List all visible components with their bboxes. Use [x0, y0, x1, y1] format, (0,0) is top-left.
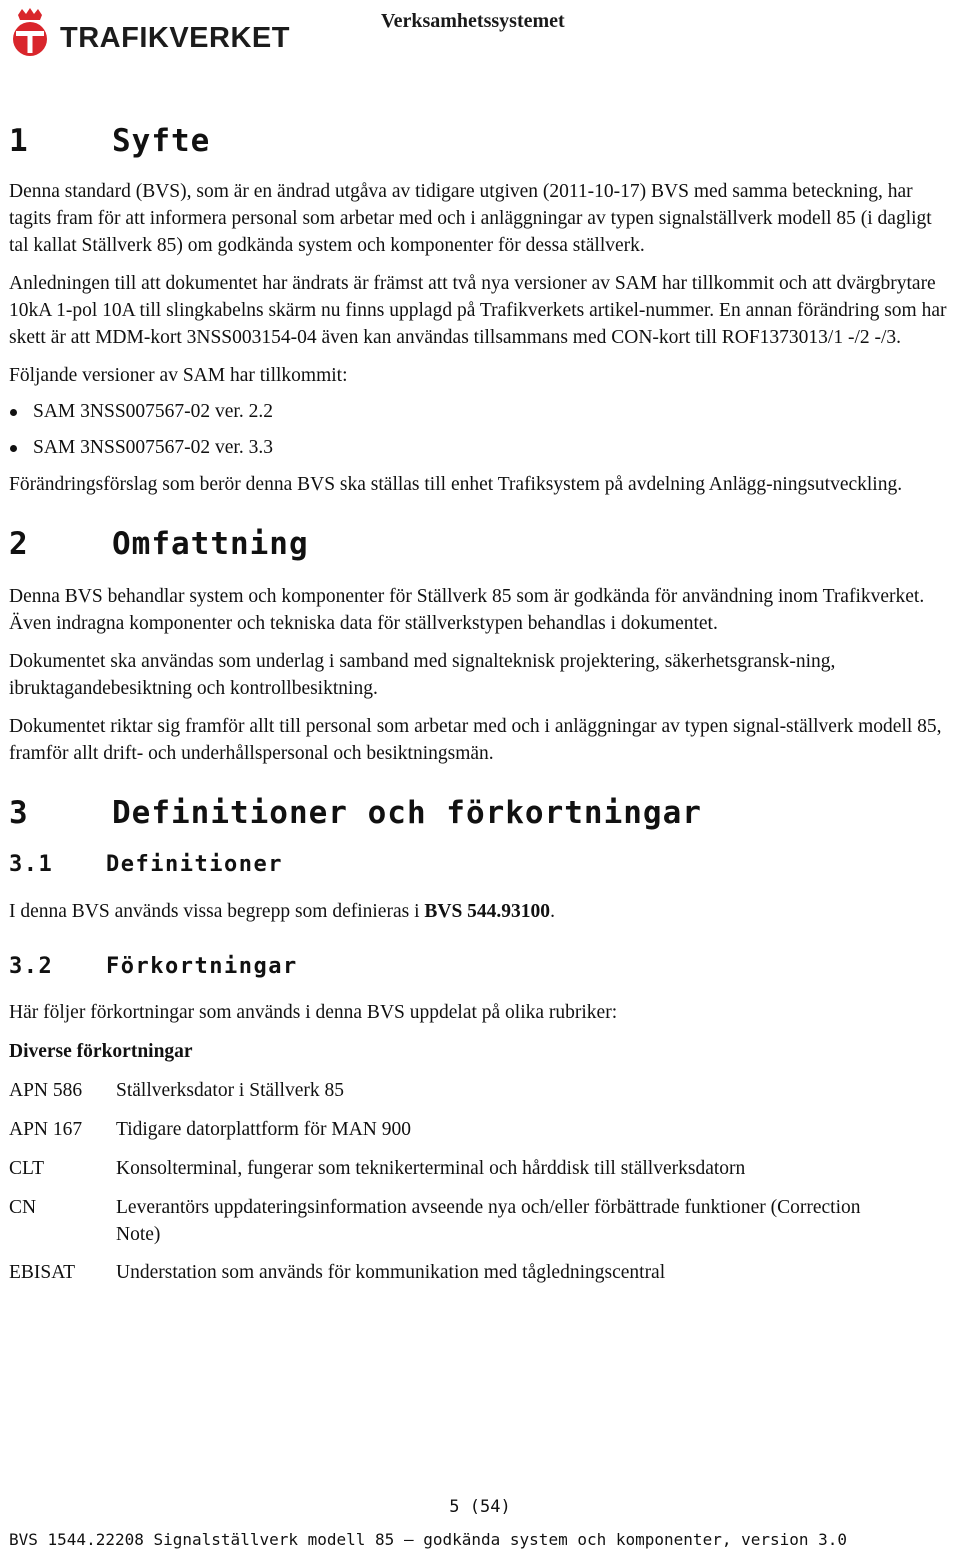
abbreviation-term: CN — [9, 1197, 37, 1218]
subsection-number: 3.1 — [9, 852, 54, 877]
abbreviation-row — [9, 1116, 954, 1143]
subsection-title: Förkortningar — [106, 954, 298, 979]
logo-wordmark: TRAFIKVERKET — [60, 21, 290, 54]
abbreviation-row — [9, 1259, 954, 1286]
section-1-heading — [9, 120, 954, 162]
paragraph: Förändringsförslag som berör denna BVS ska ställas till enhet Trafiksystem på avdelning Anlägg-ningsutveckling. — [9, 474, 903, 495]
section-title: Syfte — [112, 123, 211, 159]
paragraph — [9, 898, 954, 925]
page-number: 5 (54) — [449, 1497, 511, 1517]
paragraph: Följande versioner av SAM har tillkommit: — [9, 365, 348, 386]
section-3-heading — [9, 792, 954, 834]
abbreviation-row — [9, 1077, 954, 1104]
abbreviation-term: APN 586 — [9, 1080, 83, 1101]
abbreviation-definition: Konsolterminal, fungerar som teknikerterminal och hårddisk till ställverksdatorn — [116, 1158, 746, 1179]
section-number: 3 — [9, 795, 29, 831]
subsection-3-2-heading — [9, 951, 954, 983]
list-item: SAM 3NSS007567-02 ver. 2.2 — [9, 398, 954, 425]
abbreviation-term: CLT — [9, 1158, 45, 1179]
abbreviation-definition: Ställverksdator i Ställverk 85 — [116, 1080, 345, 1101]
abbreviation-definition: Leverantörs uppdateringsinformation avseende nya och/eller förbättrade funktioner (Correction Note) — [116, 1197, 861, 1245]
abbreviation-term: EBISAT — [9, 1262, 76, 1283]
paragraph-text: I denna BVS används vissa begrepp som definieras i — [9, 901, 425, 922]
bullet-list — [9, 398, 954, 461]
paragraph: Denna BVS behandlar system och komponenter för Ställverk 85 som är godkända för användning inom Trafikverket. Även indragna komponenter och tekniska data för ställverkstypen behandlas i dokumentet. — [9, 586, 925, 634]
header-title: Verksamhetssystemet — [381, 10, 565, 32]
paragraph: Anledningen till att dokumentet har ändrats är främst att två nya versioner av SAM har tillkommit och att dvärgbrytare 10kA 1-pol 10A till slingkabelns skärm nu finns upplagd på Trafikverkets artikel-nummer. En annan förändring som har skett är att MDM-kort 3NSS003154-04 även kan användas tillsammans med CON-kort till ROF1373013/1 -/2 -/3. — [9, 273, 947, 348]
crown-emblem-icon — [8, 7, 52, 61]
abbreviation-list — [9, 1077, 954, 1286]
section-2-heading — [9, 523, 954, 565]
paragraph: Denna standard (BVS), som är en ändrad utgåva av tidigare utgiven (2011-10-17) BVS med samma beteckning, har tagits fram för att informera personal som arbetar med och i anläggningar av typen signalställverk modell 85 (i dagligt tal kallat Ställverk 85) om godkända system och komponenter för dessa ställverk. — [9, 181, 932, 256]
document-footer: BVS 1544.22208 Signalställverk modell 85 — godkända system och komponenter, version 3.0 — [9, 1530, 848, 1549]
paragraph: Här följer förkortningar som används i denna BVS uppdelat på olika rubriker: — [9, 1002, 618, 1023]
section-number: 2 — [9, 526, 29, 562]
abbreviation-row — [9, 1194, 954, 1248]
paragraph-text: . — [550, 901, 555, 922]
document-reference: BVS 544.93100 — [424, 901, 551, 922]
section-title: Omfattning — [112, 526, 309, 562]
section-number: 1 — [9, 123, 29, 159]
document-body — [9, 120, 954, 1286]
abbreviation-term: APN 167 — [9, 1119, 83, 1140]
abbreviation-row — [9, 1155, 954, 1182]
subsection-number: 3.2 — [9, 954, 54, 979]
abbreviation-definition: Understation som används för kommunikation med tågledningscentral — [116, 1262, 666, 1283]
abbreviation-definition: Tidigare datorplattform för MAN 900 — [116, 1119, 411, 1140]
list-item: SAM 3NSS007567-02 ver. 3.3 — [9, 434, 954, 461]
company-logo — [8, 6, 290, 62]
section-title: Definitioner och förkortningar — [112, 795, 702, 831]
subsection-3-1-heading — [9, 849, 954, 881]
subsection-title: Definitioner — [106, 852, 283, 877]
paragraph: Dokumentet riktar sig framför allt till personal som arbetar med och i anläggningar av typen signal-ställverk modell 85, framför allt drift- och underhållspersonal och besiktningsmän. — [9, 716, 942, 764]
paragraph: Dokumentet ska användas som underlag i samband med signalteknisk projektering, säkerhetsgransk-ning, ibruktagandebesiktning och kontrollbesiktning. — [9, 651, 836, 699]
subheading: Diverse förkortningar — [9, 1041, 193, 1062]
